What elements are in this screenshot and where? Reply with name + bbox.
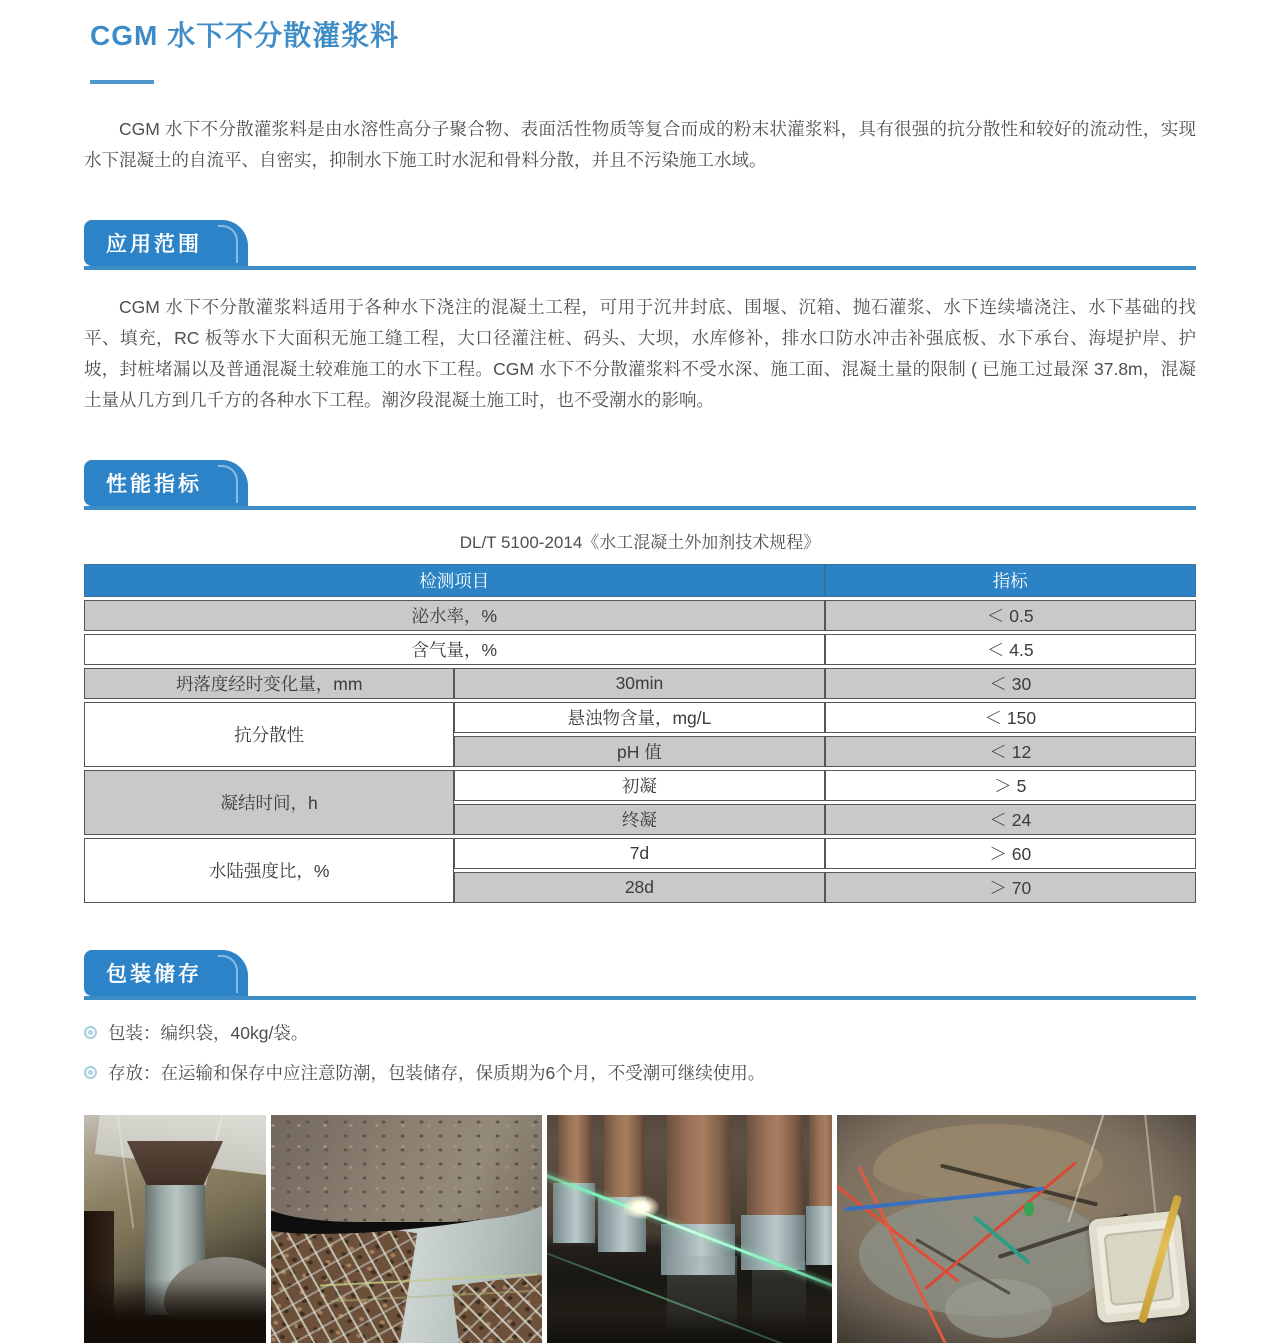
bridge-pier: [747, 1115, 803, 1220]
table-header-row: [84, 564, 1196, 597]
packaging-item-text: 包装：编织袋，40kg/袋。: [108, 1023, 309, 1043]
table-cell-item: 水陆强度比，%: [84, 838, 454, 903]
packaging-list: [84, 1020, 1196, 1085]
table-cell-sub: 悬浊物含量，mg/L: [454, 702, 824, 733]
table-cell-item: 凝结时间，h: [84, 770, 454, 835]
table-cell-sub: 终凝: [454, 804, 824, 835]
section-tab-application: 应用范围: [84, 220, 248, 266]
section-tab-performance: 性能指标: [84, 460, 248, 506]
photo-pile-joint-closeup: [271, 1115, 542, 1343]
table-cell-value: ＜ 30: [825, 668, 1196, 699]
table-cell-item: 泌水率，%: [84, 600, 825, 631]
ring-bullet-icon: [84, 1026, 97, 1039]
photo-caisson-excavation: [837, 1115, 1196, 1343]
packaging-item-text: 存放：在运输和保存中应注意防潮，包装储存，保质期为6个月，不受潮可继续使用。: [108, 1063, 766, 1083]
table-cell-sub: pH 值: [454, 736, 824, 767]
table-cell-sub: 初凝: [454, 770, 824, 801]
table-cell-value: ＞ 5: [825, 770, 1196, 801]
table-cell-value: ＜ 12: [825, 736, 1196, 767]
table-cell-value: ＞ 70: [825, 872, 1196, 903]
ring-bullet-icon: [84, 1066, 97, 1079]
photo-strip: [84, 1115, 1196, 1343]
intro-paragraph: CGM 水下不分散灌浆料是由水溶性高分子聚合物、表面活性物质等复合而成的粉末状灌浆料，具有很强的抗分散性和较好的流动性，实现水下混凝土的自流平、自密实，抑制水下施工时水泥和骨料分散，并且不污染施工水域。: [84, 119, 1196, 170]
table-cell-item: 抗分散性: [84, 702, 454, 767]
list-item: [84, 1060, 1196, 1085]
section-header-performance: [84, 460, 1196, 510]
document-page: [84, 0, 1196, 1343]
table-cell-value: ＜ 24: [825, 804, 1196, 835]
green-marker: [1024, 1202, 1034, 1216]
foreground-shadow: [84, 1279, 266, 1343]
section-tab-packaging: 包装储存: [84, 950, 248, 996]
table-header-item: 检测项目: [84, 564, 825, 597]
table-cell-item: 含气量，%: [84, 634, 825, 665]
table-cell-value: ＞ 60: [825, 838, 1196, 869]
table-cell-sub: 30min: [454, 668, 824, 699]
table-cell-value: ＜ 4.5: [825, 634, 1196, 665]
title-underline: [90, 80, 154, 84]
bridge-pier: [667, 1115, 731, 1229]
section-header-application: [84, 220, 1196, 270]
performance-table: [84, 561, 1196, 906]
section-header-packaging: [84, 950, 1196, 1000]
table-cell-item: 坍落度经时变化量，mm: [84, 668, 454, 699]
white-tray: [1088, 1211, 1190, 1324]
application-paragraph: CGM 水下不分散灌浆料适用于各种水下浇注的混凝土工程，可用于沉井封底、围堰、沉箱、抛石灌浆、水下连续墙浇注、水下基础的找平、填充，RC 板等水下大面积无施工缝工程，大口径灌注桩、码头、大坝，水库修补，排水口防水冲击补强底板、水下承台、海堤护岸、护坡，封桩堵漏以及普通混凝土较难施工的水下工程。CGM 水下不分散灌浆料不受水深、施工面、混凝土量的限制 ( 已施工过最深 37.8m，混凝土量从几方到几千方的各种水下工程。潮汐段混凝土施工时，也不受潮水的影响。: [84, 297, 1196, 410]
concrete-cap: [271, 1115, 542, 1222]
table-row: [84, 838, 1196, 869]
mud-patch: [873, 1124, 1103, 1202]
page-title: CGM 水下不分散灌浆料: [90, 20, 400, 51]
steel-casing: [806, 1206, 832, 1265]
photo-pile-capping: [84, 1115, 266, 1343]
standard-reference: DL/T 5100-2014《水工混凝土外加剂技术规程》: [459, 533, 821, 552]
table-cell-value: ＜ 150: [825, 702, 1196, 733]
table-cell-sub: 28d: [454, 872, 824, 903]
gravel-with-mesh: [452, 1273, 542, 1343]
table-cell-sub: 7d: [454, 838, 824, 869]
table-row: [84, 770, 1196, 801]
bridge-pier: [809, 1115, 832, 1211]
table-header-value: 指标: [825, 564, 1196, 597]
photo-bridge-piers-laser: [547, 1115, 832, 1343]
table-row: [84, 668, 1196, 699]
list-item: [84, 1020, 1196, 1045]
table-row: [84, 702, 1196, 733]
table-row: [84, 634, 1196, 665]
table-cell-value: ＜ 0.5: [825, 600, 1196, 631]
table-row: [84, 600, 1196, 631]
